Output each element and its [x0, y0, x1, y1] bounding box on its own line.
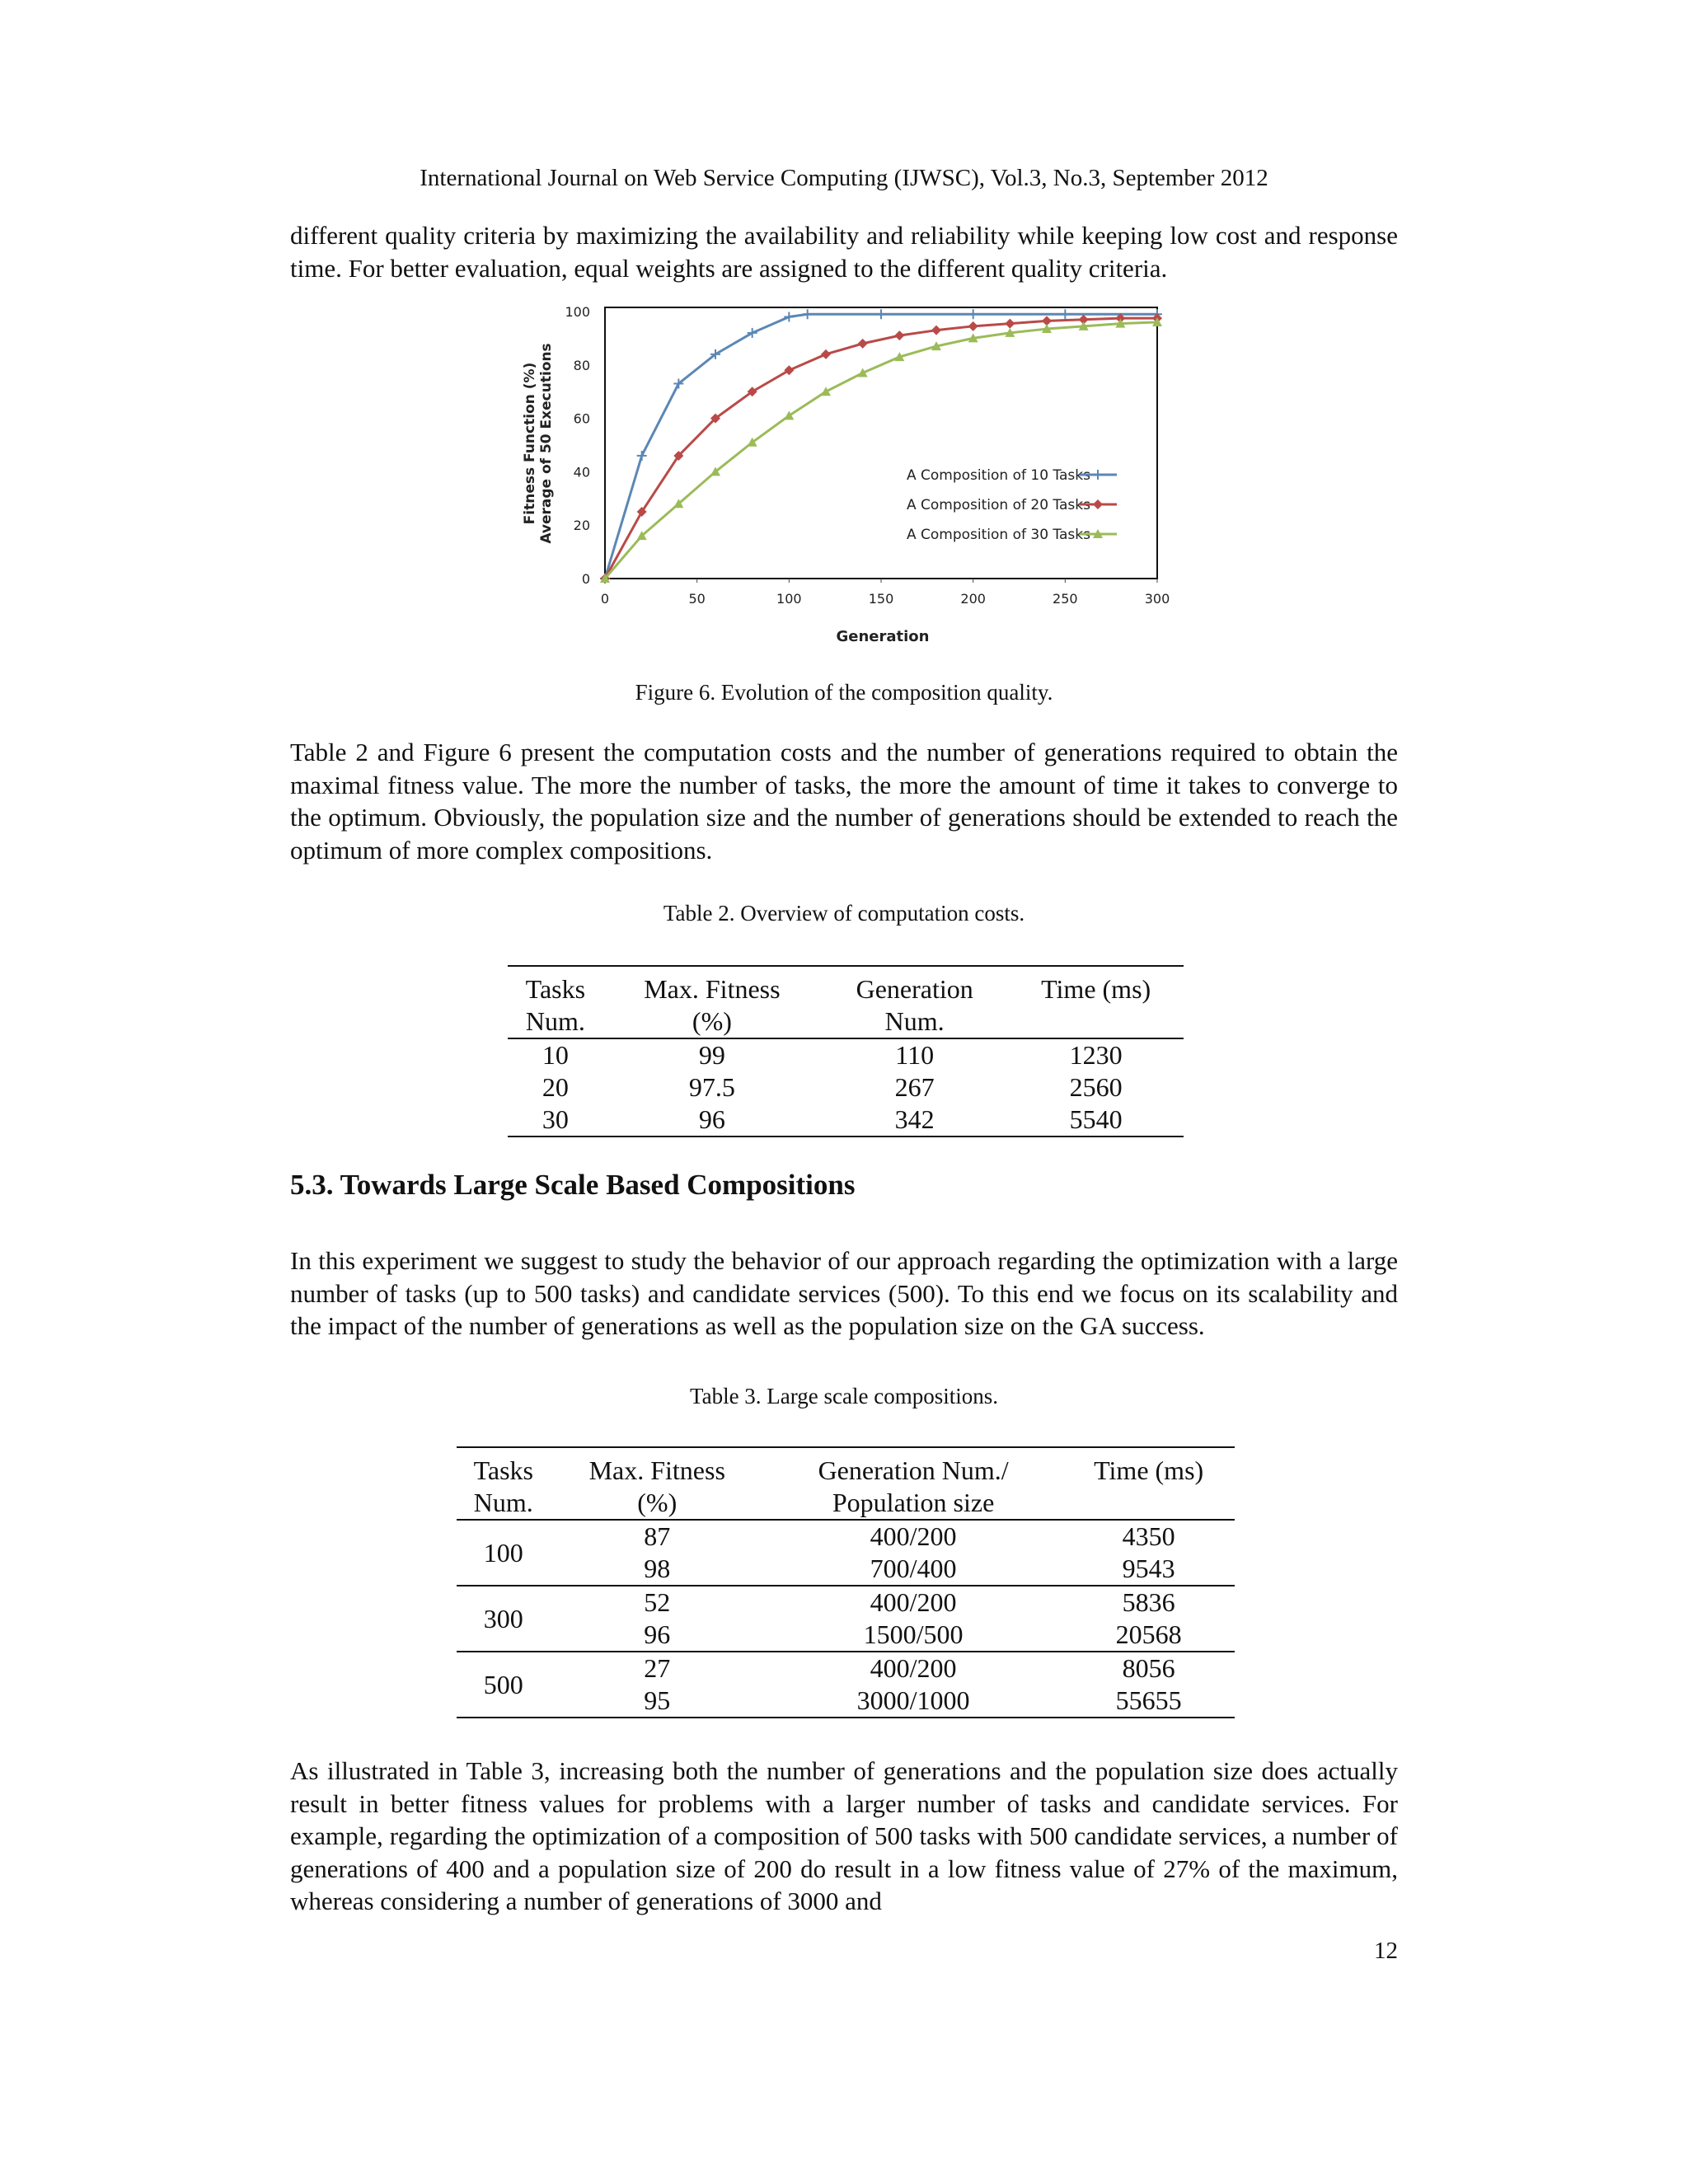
table-header-row [457, 1487, 1235, 1520]
header-cell: (%) [551, 1487, 764, 1520]
table-cell: 55655 [1115, 1685, 1182, 1715]
data-point-plus [1060, 309, 1070, 319]
chart-legend [907, 467, 1117, 543]
paragraph-2: Table 2 and Figure 6 present the computation costs and the number of generations required to obtain the maximal fitness value. The more the number of tasks, the more the amount of time it takes to converge to the optimum. Obviously, the population size and the number of generations should be extended to reach the optimum of more complex compositions. [290, 738, 1398, 865]
data-point-diamond [1093, 499, 1103, 509]
table-cell: 1500/500 [764, 1619, 1062, 1652]
table-cell: 4350 [1122, 1521, 1175, 1551]
section-title: 5.3. Towards Large Scale Based Compositions [290, 1169, 856, 1201]
table-header-row [508, 966, 1184, 1005]
data-point-plus [1093, 470, 1103, 480]
x-tick-label: 300 [1144, 591, 1170, 607]
axis-ticks [565, 304, 1170, 607]
header-cell: Time (ms) [1094, 1455, 1204, 1485]
table-row [508, 1038, 1184, 1071]
header-cell: Tasks [525, 974, 586, 1004]
table-cell: 52 [644, 1587, 671, 1617]
table-cell: 8056 [1122, 1653, 1175, 1683]
x-tick-label: 50 [688, 591, 706, 607]
table-row [457, 1685, 1235, 1718]
header-cell: Generation [856, 974, 973, 1004]
table-cell: 10 [542, 1040, 569, 1070]
y-tick-label: 80 [573, 357, 590, 373]
paragraph-3: In this experiment we suggest to study the behavior of our approach regarding the optimization with a large number of tasks (up to 500 tasks) and candidate services (500). To this end we focus on its scalability and the impact of the number of generations as well as the population size on the GA success. [290, 1246, 1398, 1340]
table-cell: 99 [698, 1040, 725, 1070]
page-number: 12 [1374, 1938, 1398, 1964]
table-header-row [457, 1447, 1235, 1487]
header-cell: Generation Num./ [818, 1455, 1009, 1485]
table-cell: 400/200 [870, 1521, 957, 1551]
x-tick-label: 0 [600, 591, 610, 607]
y-axis-label-line2: Average of 50 Executions [538, 343, 555, 544]
y-tick-label: 60 [573, 410, 590, 427]
data-point-plus [784, 312, 794, 321]
table-cell: 27 [644, 1653, 671, 1683]
table-row [457, 1652, 1235, 1685]
data-point-plus [803, 309, 813, 319]
table-cell: 98 [551, 1553, 764, 1586]
figure-caption: Figure 6. Evolution of the composition quality. [635, 680, 1053, 705]
table-cell: 400/200 [870, 1587, 957, 1617]
header-cell [1008, 1005, 1184, 1038]
header-cell: Tasks [473, 1455, 533, 1485]
table-large-scale-compositions [457, 1446, 1235, 1718]
header-cell: Num. [821, 1005, 1008, 1038]
y-tick-label: 0 [581, 571, 590, 587]
table-row [457, 1520, 1235, 1553]
tasks-cell: 300 [457, 1586, 551, 1652]
x-tick-label: 150 [868, 591, 894, 607]
table-cell: 1230 [1069, 1040, 1123, 1070]
table-row [508, 1071, 1184, 1104]
data-point-diamond [858, 339, 868, 349]
table-cell: 342 [894, 1104, 935, 1134]
table-cell: 5540 [1069, 1104, 1123, 1134]
header-cell: Population size [764, 1487, 1062, 1520]
header-cell: Num. [457, 1487, 551, 1520]
table-cell: 267 [894, 1072, 935, 1102]
table-row [457, 1619, 1235, 1652]
table-cell: 9543 [1062, 1553, 1235, 1586]
table-cell: 97.5 [688, 1072, 735, 1102]
table-header-row [508, 1005, 1184, 1038]
header-cell: (%) [603, 1005, 821, 1038]
table-cell: 30 [542, 1104, 569, 1134]
table3-caption: Table 3. Large scale compositions. [689, 1384, 998, 1408]
running-header: International Journal on Web Service Computing (IJWSC), Vol.3, No.3, September 2012 [420, 165, 1268, 191]
table-cell: 20568 [1062, 1619, 1235, 1652]
table2-caption: Table 2. Overview of computation costs. [663, 901, 1025, 926]
data-point-diamond [968, 321, 978, 331]
data-point-plus [637, 451, 647, 461]
header-cell: Time (ms) [1041, 974, 1151, 1004]
data-point-diamond [1005, 319, 1015, 329]
x-tick-label: 250 [1053, 591, 1078, 607]
table-cell: 20 [542, 1072, 569, 1102]
table-cell: 87 [644, 1521, 671, 1551]
header-cell: Max. Fitness [588, 1455, 725, 1485]
table-cell: 110 [895, 1040, 935, 1070]
legend-label: A Composition of 20 Tasks [907, 497, 1090, 513]
fitness-evolution-chart [511, 303, 1170, 649]
table-cell: 2560 [1069, 1072, 1123, 1102]
y-tick-label: 40 [573, 464, 590, 480]
table-cell: 400/200 [870, 1653, 957, 1683]
data-point-plus [876, 309, 886, 319]
table-cell: 96 [551, 1619, 764, 1652]
x-axis-label: Generation [836, 628, 930, 645]
table-cell: 95 [644, 1685, 671, 1715]
table-row [457, 1586, 1235, 1619]
header-cell: Num. [508, 1005, 603, 1038]
table-computation-costs [508, 965, 1184, 1137]
data-point-diamond [821, 349, 831, 359]
data-point-diamond [784, 365, 794, 375]
tasks-cell: 100 [457, 1520, 551, 1586]
table-cell: 5836 [1122, 1587, 1175, 1617]
y-tick-label: 20 [573, 518, 590, 534]
table-row [508, 1104, 1184, 1137]
table-row [457, 1553, 1235, 1586]
data-point-plus [968, 309, 978, 319]
data-point-plus [748, 328, 757, 338]
data-point-diamond [894, 330, 904, 340]
legend-label: A Composition of 30 Tasks [907, 527, 1090, 543]
paragraph-4: As illustrated in Table 3, increasing both the number of generations and the population size does actually result in better fitness values for problems with a larger number of tasks and candidate services. For example, regarding the optimization of a composition of 500 tasks with 500 candidate services, a number of generations of 400 and a population size of 200 do result in a low fitness value of 27% of the maximum, whereas considering a number of generations of 3000 and [290, 1756, 1398, 1915]
data-point-diamond [931, 326, 941, 335]
table-cell: 700/400 [764, 1553, 1062, 1586]
header-cell: Max. Fitness [644, 974, 781, 1004]
header-cell [1062, 1487, 1235, 1520]
intro-paragraph: different quality criteria by maximizing the availability and reliability while keeping low cost and response time. For better evaluation, equal weights are assigned to the different quality criteria. [290, 221, 1398, 283]
legend-label: A Composition of 10 Tasks [907, 467, 1090, 484]
tasks-cell: 500 [483, 1669, 523, 1699]
x-tick-label: 100 [776, 591, 802, 607]
table-cell: 96 [698, 1104, 725, 1134]
table-cell: 3000/1000 [856, 1685, 970, 1715]
y-tick-label: 100 [565, 304, 590, 320]
x-tick-label: 200 [960, 591, 986, 607]
y-axis-label-line1: Fitness Function (%) [522, 362, 538, 525]
